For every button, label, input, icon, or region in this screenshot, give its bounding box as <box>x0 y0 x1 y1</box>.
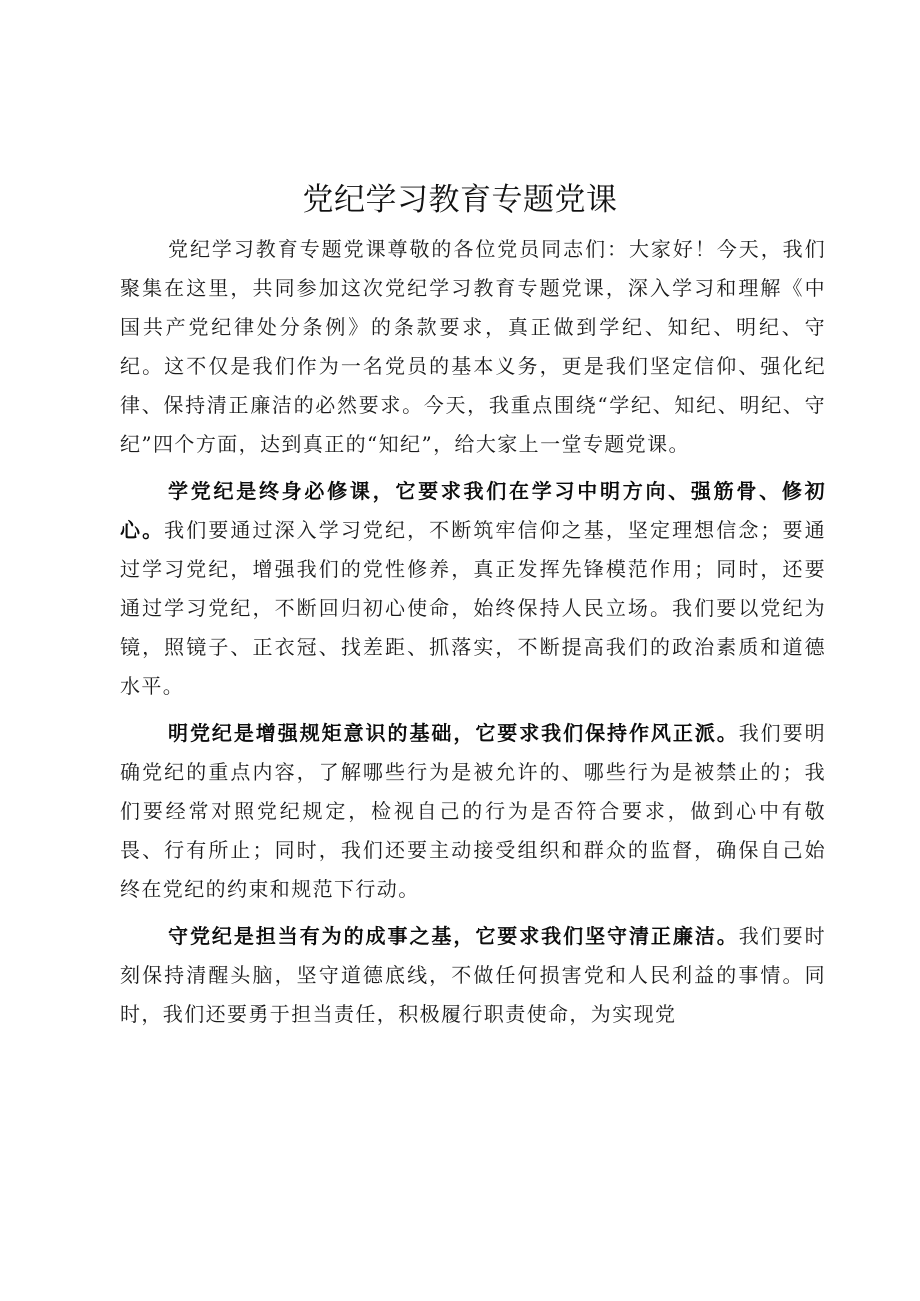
paragraph-lead: 明党纪是增强规矩意识的基础，它要求我们保持作风正派。 <box>168 721 739 745</box>
paragraph-text: 我们要时刻保持清醒头脑，坚守道德底线，不做任何损害党和人民利益的事情。同时，我们还要勇于担当责任，积极履行职责使命，为实现党 <box>120 924 826 1026</box>
paragraph-understand-discipline <box>120 714 826 909</box>
document-title: 党纪学习教育专题党课 <box>302 182 618 218</box>
paragraph-text: 我们要通过深入学习党纪，不断筑牢信仰之基，坚定理想信念；要通过学习党纪，增强我们的党性修养，真正发挥先锋模范作用；同时，还要通过学习党纪，不断回归初心使命，始终保持人民立场。我们要以党纪为镜，照镜子、正衣冠、找差距、抓落实，不断提高我们的政治素质和道德水平。 <box>120 518 826 698</box>
paragraph-keep-discipline <box>120 917 826 1034</box>
paragraph-text: 党纪学习教育专题党课尊敬的各位党员同志们：大家好！今天，我们聚集在这里，共同参加这次党纪学习教育专题党课，深入学习和理解《中国共产党纪律处分条例》的条款要求，真正做到学纪、知纪、明纪、守纪。这不仅是我们作为一名党员的基本义务，更是我们坚定信仰、强化纪律、保持清正廉洁的必然要求。今天，我重点围绕“学纪、知纪、明纪、守纪”四个方面，达到真正的“知纪”，给大家上一堂专题党课。 <box>120 237 826 456</box>
document-body <box>120 230 826 1042</box>
paragraph-lead: 守党纪是担当有为的成事之基，它要求我们坚守清正廉洁。 <box>168 924 739 948</box>
paragraph-lead: 学党纪是终身必修课，它要求我们在学习中明方向、强筋骨、修初心。 <box>120 479 826 542</box>
paragraph-study-discipline <box>120 472 826 706</box>
paragraph-text: 我们要明确党纪的重点内容，了解哪些行为是被允许的、哪些行为是被禁止的；我们要经常对照党纪规定，检视自己的行为是否符合要求，做到心中有敬畏、行有所止；同时，我们还要主动接受组织和群众的监督，确保自己始终在党纪的约束和规范下行动。 <box>120 721 826 901</box>
paragraph-intro <box>120 230 826 464</box>
